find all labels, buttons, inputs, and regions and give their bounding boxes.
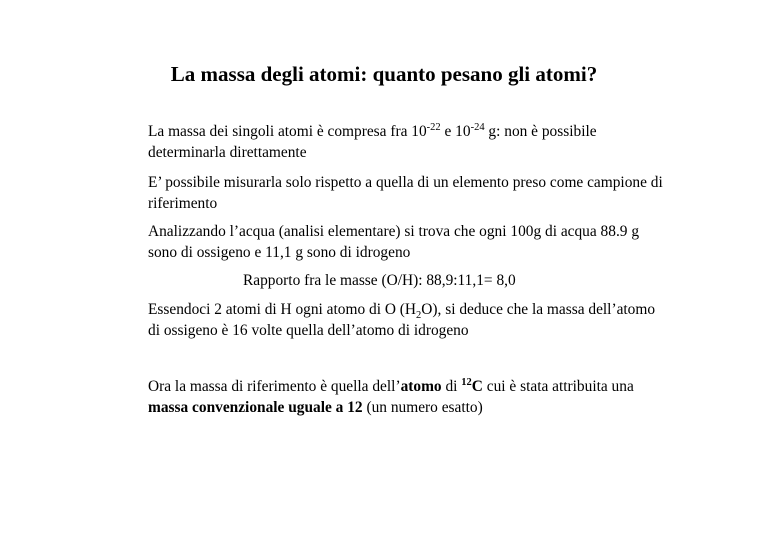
- text-segment: e 10: [440, 123, 471, 140]
- text-segment: di: [441, 378, 462, 395]
- text-segment: g: non è possibile determinarla direttamente: [148, 123, 597, 161]
- subscript: 2: [416, 310, 422, 321]
- text-segment: La massa dei singoli atomi è compresa fra 10: [148, 123, 427, 140]
- paragraph-oxygen-hydrogen: [148, 299, 668, 341]
- exponent: -24: [470, 122, 485, 133]
- isotope-mass-number: 12: [461, 377, 472, 388]
- paragraph-relative-measurement: E’ possibile misurarla solo rispetto a quella di un elemento preso come campione di riferimento: [148, 174, 663, 212]
- text-segment: Essendoci 2 atomi di H ogni atomo di O (H: [148, 301, 417, 318]
- text-segment: cui è stata attribuita una: [482, 378, 634, 395]
- page-title: La massa degli atomi: quanto pesano gli atomi?: [170, 62, 598, 86]
- text-segment: (un numero esatto): [362, 399, 483, 416]
- isotope-symbol: C: [471, 378, 483, 395]
- text-segment: Ora la massa di riferimento è quella dell’: [148, 378, 401, 395]
- text-segment: O), si deduce che la massa dell’atomo di ossigeno è 16 volte quella dell’atomo di idrogeno: [148, 301, 656, 339]
- exponent: -22: [426, 122, 441, 133]
- bold-atomo: atomo: [400, 378, 442, 395]
- paragraph-carbon-reference: [148, 376, 668, 418]
- isotope-label: [461, 378, 483, 395]
- bold-conventional-mass: massa convenzionale uguale a 12: [148, 399, 363, 416]
- paragraph-water-analysis: Analizzando l’acqua (analisi elementare) si trova che ogni 100g di acqua 88.9 g sono di ossigeno e 11,1 g sono di idrogeno: [148, 223, 640, 261]
- paragraph-atomic-mass-range: [148, 121, 668, 163]
- mass-ratio-line: Rapporto fra le masse (O/H): 88,9:11,1= 8,0: [243, 272, 516, 289]
